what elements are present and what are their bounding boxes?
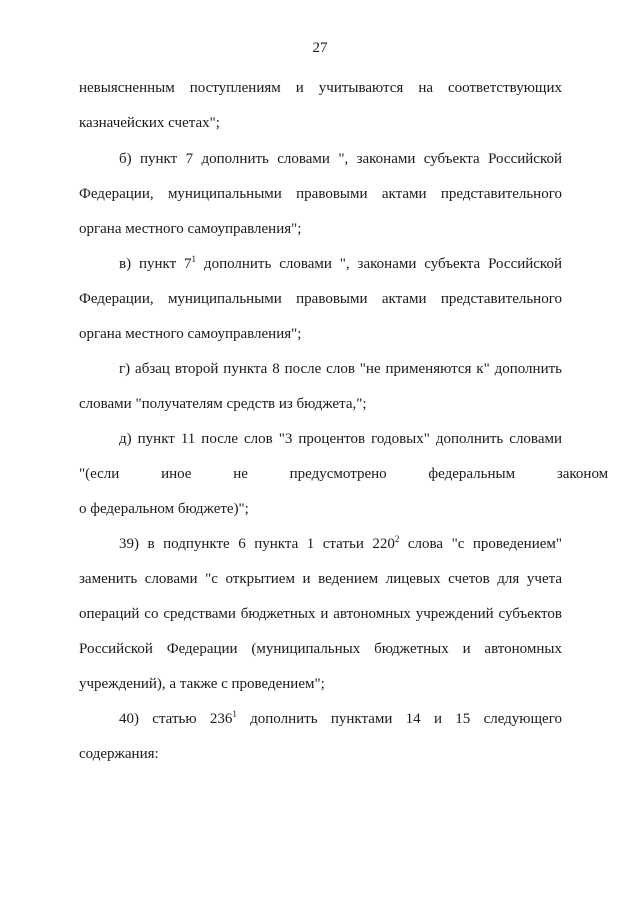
text-line [119, 535, 562, 553]
text-line: Российской Федерации (муниципальных бюджетных и автономных [79, 641, 562, 657]
superscript: 1 [191, 254, 197, 264]
text-line: заменить словами "с открытием и ведением лицевых счетов для учета [79, 571, 562, 587]
text-line: содержания: [79, 746, 159, 762]
superscript: 2 [394, 534, 400, 544]
text-segment: в) пункт 7 [119, 256, 192, 272]
text-segment: дополнить словами ", законами субъекта Российской [196, 256, 562, 272]
text-line: органа местного самоуправления"; [79, 221, 302, 237]
text-line [119, 255, 562, 273]
text-segment: 40) статью 236 [119, 711, 233, 727]
text-line [119, 710, 562, 728]
superscript: 1 [232, 709, 237, 719]
text-line: учреждений), а также с проведением"; [79, 676, 325, 692]
page-number: 27 [312, 40, 328, 56]
text-line: д) пункт 11 после слов "3 процентов годовых" дополнить словами [119, 431, 562, 447]
text-line: операций со средствами бюджетных и автономных учреждений субъектов [79, 606, 562, 622]
text-segment: 39) в подпункте 6 пункта 1 статьи 220 [119, 536, 395, 552]
text-line: казначейских счетах"; [79, 115, 220, 131]
text-line: Федерации, муниципальными правовыми актами представительного [79, 186, 562, 202]
text-line: Федерации, муниципальными правовыми актами представительного [79, 291, 562, 307]
text-segment: слова "с проведением" [399, 536, 562, 552]
text-line: о федеральном бюджете)"; [79, 501, 249, 517]
text-line: невыясненным поступлениям и учитываются на соответствующих [79, 80, 562, 96]
text-line: органа местного самоуправления"; [79, 326, 302, 342]
text-line: "(если иное не предусмотрено федеральным законом [79, 466, 609, 482]
text-line: б) пункт 7 дополнить словами ", законами субъекта Российской [119, 151, 562, 167]
text-segment: дополнить пунктами 14 и 15 следующего [236, 711, 562, 727]
text-line: словами "получателям средств из бюджета,"; [79, 396, 367, 412]
text-line: г) абзац второй пункта 8 после слов "не применяются к" дополнить [119, 361, 562, 377]
